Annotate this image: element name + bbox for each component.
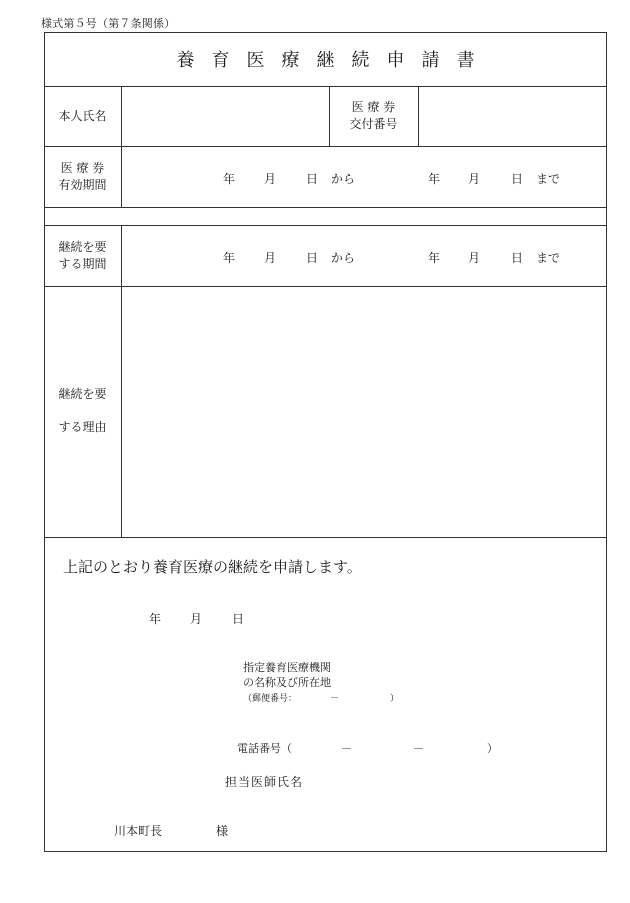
- addressee: 川本町長: [114, 824, 163, 838]
- reason-field[interactable]: [122, 287, 607, 537]
- validity-from-month: 月: [264, 172, 277, 186]
- phone-label: 電話番号（: [237, 742, 292, 755]
- validity-label-line2: 有効期間: [58, 178, 107, 192]
- declaration-statement: 上記のとおり養育医療の継続を申請します。: [63, 558, 362, 576]
- name-field[interactable]: [122, 87, 329, 146]
- cert-number-field[interactable]: [419, 87, 607, 146]
- validity-from-text: から: [331, 172, 356, 186]
- postal-close: ）: [390, 694, 400, 704]
- reason-label-line1: 継続を要: [58, 387, 107, 401]
- validity-from-year: 年: [223, 172, 236, 186]
- continuation-to-year: 年: [428, 251, 441, 265]
- validity-label-line1: 医 療 券: [60, 161, 105, 175]
- rule: [44, 225, 607, 226]
- rule: [44, 207, 607, 208]
- continuation-to-month: 月: [468, 251, 481, 265]
- postal-dash: －: [330, 694, 340, 704]
- validity-to-month: 月: [468, 172, 481, 186]
- continuation-label-line2: する期間: [58, 257, 107, 271]
- continuation-from-year: 年: [223, 251, 236, 265]
- institution-label-line1: 指定養育医療機関: [243, 661, 331, 674]
- reason-label-line2: する理由: [58, 420, 107, 434]
- continuation-from-day: 日: [306, 251, 319, 265]
- rule: [44, 146, 607, 147]
- continuation-label: [44, 239, 121, 273]
- validity-from-day: 日: [306, 172, 319, 186]
- continuation-to-day: 日: [511, 251, 524, 265]
- form-number: 様式第５号（第７条関係）: [41, 17, 176, 30]
- rule: [44, 537, 607, 538]
- phone-dash-1: －: [341, 742, 352, 755]
- postal-label: （郵便番号：: [243, 694, 298, 704]
- honorific: 様: [216, 824, 229, 838]
- validity-label: [44, 160, 121, 194]
- name-label: 本人氏名: [58, 109, 107, 123]
- institution-label-line2: の名称及び所在地: [243, 676, 331, 689]
- cert-number-label-line1: 医 療 券: [351, 100, 396, 114]
- doctor-label: 担当医師氏名: [225, 775, 304, 789]
- cert-number-label: [329, 99, 418, 133]
- phone-dash-2: －: [413, 742, 424, 755]
- declaration-date-year: 年: [149, 612, 162, 626]
- validity-to-year: 年: [428, 172, 441, 186]
- continuation-from-text: から: [331, 251, 356, 265]
- validity-until-text: まで: [536, 172, 561, 186]
- continuation-until-text: まで: [536, 251, 561, 265]
- cert-number-label-line2: 交付番号: [349, 117, 398, 131]
- continuation-from-month: 月: [264, 251, 277, 265]
- declaration-date-month: 月: [190, 612, 203, 626]
- phone-close: ）: [487, 742, 498, 755]
- reason-label: [44, 378, 121, 444]
- declaration-date-day: 日: [232, 612, 245, 626]
- form-title: 養育医療継続申請書: [176, 50, 492, 71]
- continuation-label-line1: 継続を要: [58, 240, 107, 254]
- validity-to-day: 日: [511, 172, 524, 186]
